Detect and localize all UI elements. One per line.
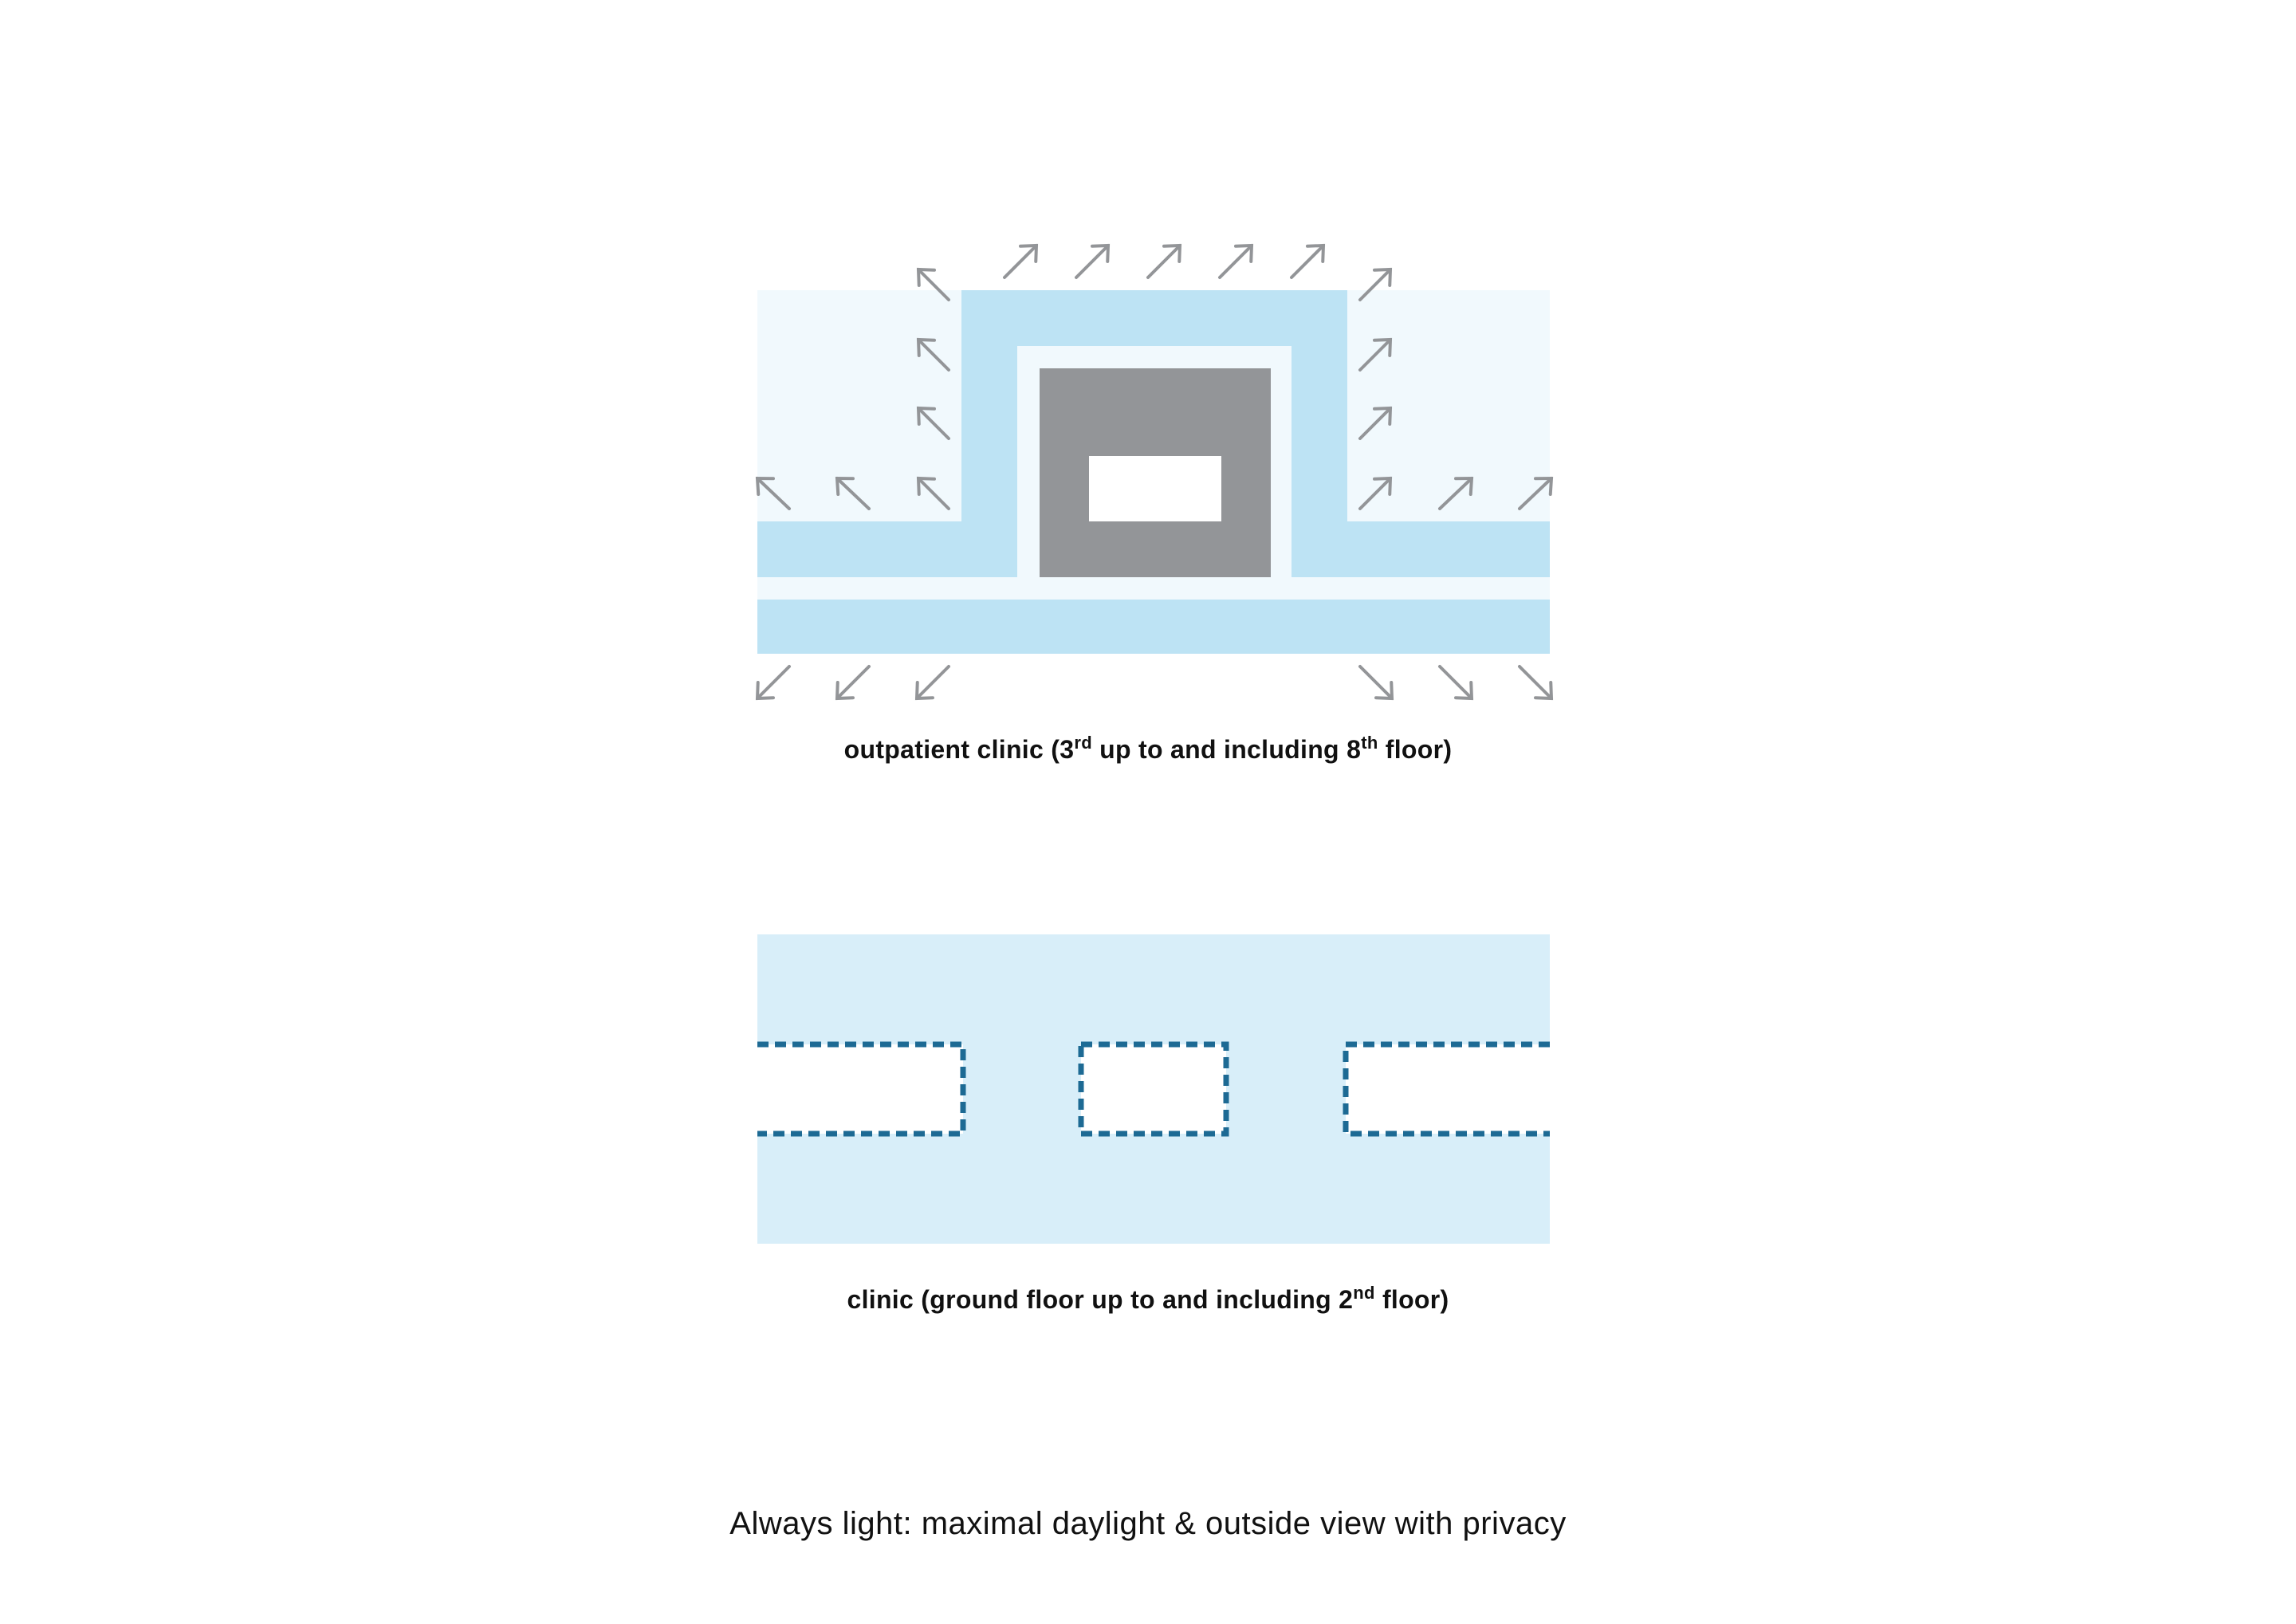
daylight-arrow-icon	[917, 667, 949, 698]
clinic-floorplan	[757, 934, 1550, 1244]
clinic-caption-suffix: floor)	[1374, 1285, 1449, 1314]
daylight-arrow-icon	[1292, 246, 1323, 277]
clinic-caption-sup: nd	[1353, 1283, 1375, 1303]
daylight-arrow-icon	[1076, 246, 1108, 277]
clinic-caption	[0, 1285, 2296, 1315]
daylight-arrow-icon	[1360, 667, 1392, 698]
middle-courtyard	[1081, 1044, 1226, 1134]
outpatient-caption-prefix: outpatient clinic (3	[843, 735, 1075, 764]
bottom-wing	[757, 600, 1550, 654]
outpatient-caption-sup1: rd	[1074, 733, 1092, 753]
daylight-arrow-icon	[757, 667, 789, 698]
outpatient-caption-middle: up to and including 8	[1091, 735, 1362, 764]
daylight-arrow-icon	[837, 667, 869, 698]
core-void	[1089, 456, 1221, 521]
outpatient-caption	[0, 735, 2296, 765]
daylight-arrow-icon	[1220, 246, 1252, 277]
diagram-footer-caption: Always light: maximal daylight & outside view with privacy	[729, 1506, 1567, 1541]
outpatient-floorplan	[757, 290, 1550, 654]
daylight-arrow-icon	[1005, 246, 1036, 277]
clinic-caption-prefix: clinic (ground floor up to and including 2	[847, 1285, 1354, 1314]
right-wing	[1292, 521, 1550, 577]
daylight-arrow-icon	[1148, 246, 1180, 277]
daylight-arrow-icon	[1520, 667, 1551, 698]
left-courtyard	[757, 1044, 963, 1134]
left-wing	[757, 521, 1017, 577]
daylight-arrow-icon	[1440, 667, 1472, 698]
outpatient-caption-suffix: floor)	[1378, 735, 1453, 764]
right-courtyard	[1346, 1044, 1550, 1134]
outpatient-caption-sup2: th	[1361, 733, 1378, 753]
